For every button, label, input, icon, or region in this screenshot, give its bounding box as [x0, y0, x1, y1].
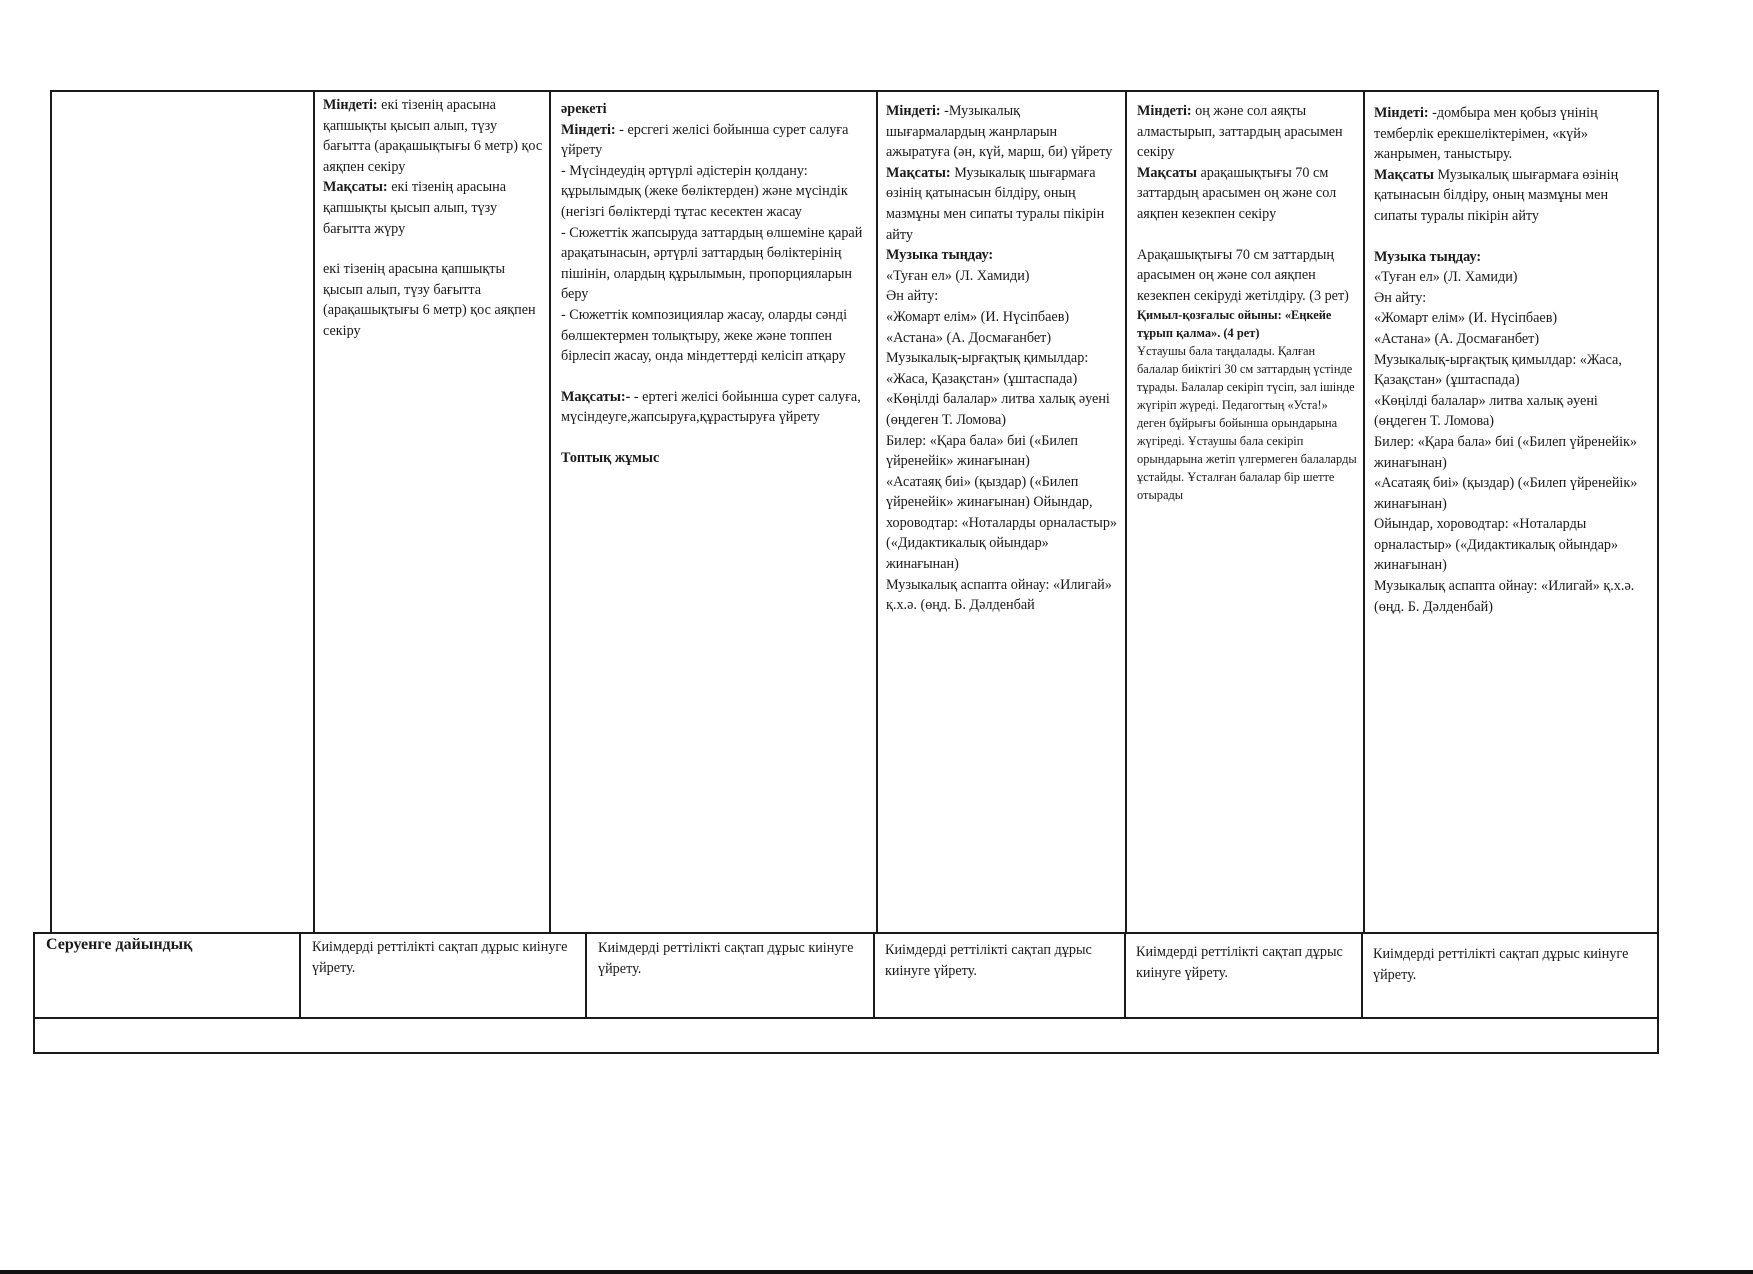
- task-item: - Мүсіндеудің әртүрлі әдістерін қолдану: құрылымдық (жеке бөліктерден) және мүсіндік (негізгі бөліктерді тұтас кесектен жасау: [561, 162, 848, 220]
- column-divider: [313, 90, 315, 932]
- goal-text: - ертегі желісі бойынша сурет салуға, мүсіндеуге,жапсыруға,құрастыруға үйрету: [561, 388, 861, 426]
- goal-text: Музыкалық шығармаға өзінің қатынасын білдіру, оның мазмұны мен сипаты туралы пікірін айту: [886, 164, 1105, 243]
- prep-cell: Киімдерді реттілікті сақтап дұрыс киінуге үйрету.: [1373, 946, 1629, 983]
- exercise-text: екі тізенің арасына қапшықты қысып алып, түзу бағытта (арақашықтығы 6 метр) қос аяқпен секіру: [323, 261, 536, 339]
- music-line: «Астана» (А. Досмағанбет): [1374, 330, 1540, 347]
- music-line: Музыкалық-ырғақтық қимылдар: «Жаса, Қазақстан» (ұштаспада): [1374, 351, 1622, 389]
- column-divider: [873, 932, 875, 1019]
- task-label: Міндеті:: [886, 103, 941, 119]
- table-left-border: [33, 932, 35, 1054]
- cell-jumping: [1137, 101, 1359, 931]
- game-rules: Ұстаушы бала таңдалады. Қалған балалар биіктігі 30 см заттардың үстінде тұрады. Балалар секіріп түсіп, зал ішінде жүгіріп жүреді. Педагогтың «Уста!» деген бұйрығы бойынша орындарына жүгіреді. Ұстаушы бала секіріп орындарына жетіп үлгермеген балаларды ұстайды. Ұсталған балалар бір шетте отырады: [1137, 344, 1357, 503]
- music-line: «Көңілді балалар» литва халық әуені (өңдеген Т. Ломова): [886, 391, 1110, 428]
- column-divider: [876, 90, 878, 932]
- page-bottom-edge: [0, 1270, 1753, 1274]
- prep-cell: Киімдерді реттілікті сақтап дұрыс киінуге үйрету.: [885, 942, 1092, 979]
- table-right-border: [1657, 90, 1659, 1054]
- row-divider: [33, 1017, 1659, 1019]
- music-line: Ән айту:: [1374, 289, 1427, 306]
- task-text: оң және сол аяқты алмастырып, заттардың арасымен секіру: [1137, 103, 1343, 161]
- music-line: Музыкалық-ырғақтық қимылдар:: [886, 350, 1089, 367]
- table-left-border: [50, 90, 52, 932]
- prep-cell: Киімдерді реттілікті сақтап дұрыс киінуге үйрету.: [1136, 944, 1343, 981]
- column-divider: [585, 932, 587, 1019]
- music-line: «Асатаяқ биі» (қыздар) («Билеп үйренейік» жинағынан) Ойындар, хороводтар: «Ноталарды орналастыр» («Дидактикалық ойындар» жинағынан): [886, 473, 1118, 573]
- goal-text: Музыкалық шығармаға өзінің қатынасын білдіру, оның мазмұны мен сипаты туралы пікірін айту: [1374, 166, 1619, 224]
- music-line: Музыкалық аспапта ойнау: «Илигай» қ.х.ә. (өңд. Б. Дәлденбай): [1374, 578, 1635, 615]
- music-line: Музыкалық аспапта ойнау: «Илигай» қ.х.ә. (өңд. Б. Дәлденбай: [886, 576, 1112, 614]
- task-text: -Музыкалық шығармалардың жанрларын ажыратуға (ән, күй, марш, би) үйрету: [886, 103, 1113, 161]
- game-title: Қимыл-қозғалыс ойыны: «Еңкейе тұрып қалма». (4 рет): [1137, 308, 1332, 341]
- exercise-text: Арақашықтығы 70 см заттардың арасымен оң және сол аяқпен кезекпен секіруді жетілдіру. (3 рет): [1137, 246, 1349, 304]
- music-line: «Жомарт елім» (И. Нүсіпбаев): [1374, 310, 1558, 327]
- column-divider: [1125, 90, 1127, 932]
- column-divider: [1124, 932, 1126, 1019]
- task-label: Міндеті:: [1374, 105, 1429, 121]
- task-label: Міндеті:: [1137, 103, 1192, 119]
- music-line: «Көңілді балалар» литва халық әуені (өңдеген Т. Ломова): [1374, 392, 1598, 430]
- music-line: Билер: «Қара бала» биі («Билеп үйренейік» жинағынан): [1374, 433, 1638, 471]
- music-line: «Жомарт елім» (И. Нүсіпбаев): [886, 308, 1070, 325]
- music-line: «Асатаяқ биі» (қыздар) («Билеп үйренейік» жинағынан): [1374, 475, 1638, 512]
- cell-physical-activity: [323, 95, 545, 925]
- task-text: -домбыра мен қобыз үнінің темберлік ерекшеліктерімен, «күй» жанрымен, таныстыру.: [1374, 105, 1598, 163]
- task-item: - Сюжеттік жапсыруда заттардың өлшеміне қарай арақатынасын, әртүрлі заттардың бөліктерінің пішінін, олардың құрылымын, пропорцияларын беру: [561, 224, 863, 303]
- task-text: екі тізенің арасына қапшықты қысып алып, түзу бағытта (арақашықтығы 6 метр) қос аяқпен секіру: [323, 97, 543, 175]
- column-divider: [1361, 932, 1363, 1019]
- task-label: Міндеті:: [323, 97, 378, 113]
- goal-label: Мақсаты: [1374, 166, 1434, 183]
- task-text: - ерсгегі желісі бойынша сурет салуға үйрету: [561, 121, 849, 159]
- music-line: «Туған ел» (Л. Хамиди): [1374, 269, 1518, 286]
- music-line: Билер: «Қара бала» биі («Билеп үйренейік» жинағынан): [886, 432, 1078, 470]
- cell-art-activity: [561, 99, 871, 929]
- goal-label: Мақсаты:-: [561, 388, 631, 405]
- prep-cell: Киімдерді реттілікті сақтап дұрыс киінуге үйрету.: [312, 939, 568, 976]
- cell-music: [886, 101, 1122, 931]
- activity-heading: әрекеті: [561, 101, 607, 117]
- music-line: Ойындар, хороводтар: «Ноталарды орналастыр» («Дидактикалық ойындар» жинағынан): [1374, 516, 1619, 574]
- table-bottom-border: [33, 1052, 1659, 1054]
- music-line: «Жаса, Қазақстан» (ұштаспада): [886, 370, 1078, 387]
- goal-label: Мақсаты:: [323, 179, 388, 196]
- music-line: «Астана» (А. Досмағанбет): [886, 329, 1052, 346]
- table-top-border: [50, 90, 1658, 92]
- goal-label: Мақсаты: [1137, 164, 1197, 181]
- column-divider: [299, 932, 301, 1019]
- cell-music-instruments: [1374, 103, 1652, 933]
- music-line: «Туған ел» (Л. Хамиди): [886, 267, 1030, 284]
- listening-label: Музыка тыңдау:: [1374, 248, 1482, 265]
- group-work-label: Топтық жұмыс: [561, 449, 660, 466]
- task-label: Міндеті:: [561, 121, 616, 138]
- row-label-walk-prep: Серуенге дайындық: [46, 936, 193, 953]
- music-line: Ән айту:: [886, 288, 939, 305]
- goal-text: арақашықтығы 70 см заттардың арасымен оң және сол аяқпен кезекпен секіру: [1137, 164, 1337, 222]
- prep-cell: Киімдерді реттілікті сақтап дұрыс киінуге үйрету.: [598, 940, 854, 977]
- column-divider: [1363, 90, 1365, 932]
- listening-label: Музыка тыңдау:: [886, 247, 994, 264]
- goal-label: Мақсаты:: [886, 164, 951, 181]
- goal-text: екі тізенің арасына қапшықты қысып алып, түзу бағытта жүру: [323, 179, 506, 237]
- column-divider: [549, 90, 551, 932]
- task-item: - Сюжеттік композициялар жасау, оларды сәнді бөлшектермен толықтыру, жеке және топпен бірлесіп жасау, онда міндеттерді келісіп атқару: [561, 306, 848, 365]
